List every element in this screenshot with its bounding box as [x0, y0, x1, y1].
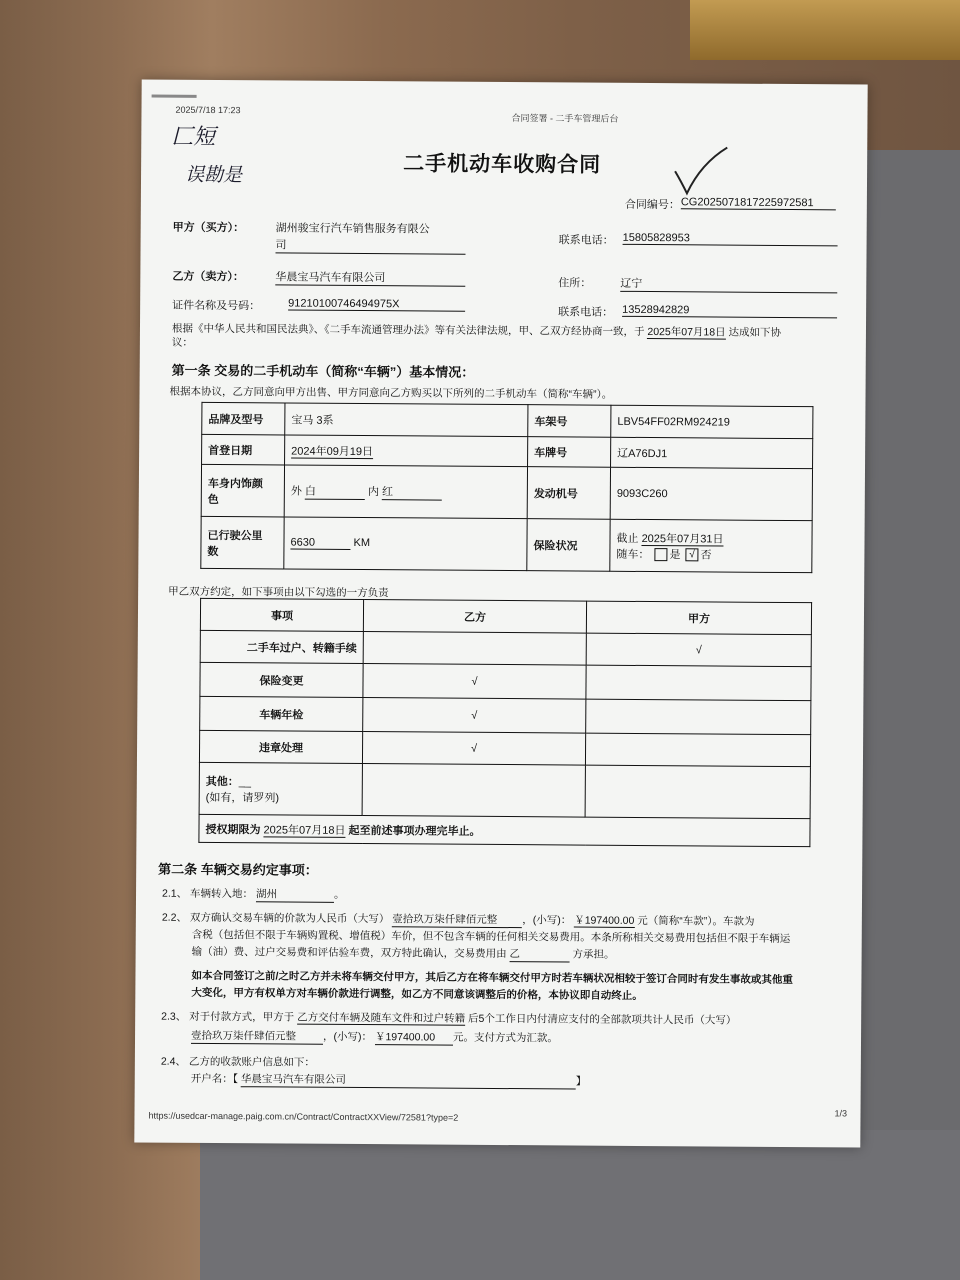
reg-date-cell	[285, 435, 528, 467]
party-b-address-label: 住所：	[558, 277, 592, 290]
page-number: 1/3	[834, 1108, 848, 1119]
article1-title: 第一条 交易的二手机动车（简称“车辆”）基本情况：	[171, 362, 475, 380]
no-checkbox[interactable]: √	[685, 548, 698, 561]
row-item: 二手车过户、转籍手续	[200, 630, 363, 663]
clause-2-3-c: ，(小写)：	[322, 1030, 373, 1044]
party-a-phone-label: 联系电话：	[558, 234, 614, 247]
reg-date-label: 首登日期	[202, 434, 285, 465]
preamble-text: 根据《中华人民共和国民法典》、《二手车流通管理办法》等有关法律法规，甲、乙双方经协商一致，于	[171, 322, 645, 338]
row-item: 违章处理	[199, 730, 362, 763]
deadline-cell	[199, 814, 810, 846]
other-label: 其他：	[205, 775, 239, 788]
reg-date-value: 2024年09月19日	[291, 445, 374, 458]
col-a-header: 甲方	[586, 601, 811, 635]
insurance-cell	[610, 519, 812, 572]
deadline-label: 授权期限为	[205, 823, 261, 836]
color-label-line1: 车身内饰颜	[207, 477, 263, 490]
party-a-name-line2: 司	[276, 236, 466, 254]
yes-checkbox[interactable]	[654, 548, 667, 561]
deadline-date: 2025年07月18日	[263, 823, 346, 837]
mileage-label	[201, 516, 284, 569]
party-b-phone-label: 联系电话：	[558, 306, 614, 319]
vin-label: 车架号	[528, 405, 611, 438]
clause-2-2-line3	[192, 944, 615, 963]
clause-2-1	[162, 886, 345, 903]
col-b-header: 乙方	[363, 600, 586, 634]
no-label: 否	[700, 548, 712, 561]
clause-2-2-b: ，(小写)：	[522, 914, 572, 927]
responsibility-table	[198, 598, 812, 847]
mileage-cell	[284, 517, 527, 571]
engine-label: 发动机号	[527, 467, 610, 520]
clause-2-3-d: 元。支付方式为汇款。	[452, 1031, 558, 1045]
clause-2-3-a: 对于付款方式，甲方于	[189, 1010, 295, 1024]
party-b-address: 辽宁	[620, 275, 837, 294]
color-label	[201, 464, 284, 517]
preamble-date: 2025年07月18日	[647, 326, 726, 339]
color-cell	[284, 465, 527, 519]
cert-number: 91210100746494975X	[288, 298, 465, 312]
background-laptop-base	[200, 1130, 960, 1280]
deadline-suffix: 起至前述事项办理完毕止。	[348, 824, 481, 838]
clause-2-2-c: 元（简称“车款”）。车款为	[637, 914, 755, 928]
clause-2-2-no: 2.2、	[161, 911, 188, 924]
account-holder-close: 】	[575, 1075, 587, 1088]
exterior-prefix: 外	[290, 485, 302, 498]
clause-2-1-value: 湖州	[256, 886, 334, 903]
clause-2-4-no: 2.4、	[160, 1055, 187, 1068]
clause-2-3-price-cn: 壹拾玖万柒仟肆佰元整	[191, 1028, 323, 1045]
contract-number: CG2025071817225972581	[681, 196, 836, 210]
other-note: (如有，请罗列)	[205, 791, 280, 804]
insurance-until: 2025年07月31日	[641, 532, 724, 546]
clause-2-3-b: 后5个工作日内付清应支付的全部款项共计人民币（大写）	[468, 1012, 737, 1027]
handwriting-1: 匚短	[171, 124, 216, 150]
clause-2-3-price: ￥197400.00	[375, 1029, 453, 1046]
party-a-phone: 15805828953	[623, 232, 838, 247]
print-page-title: 合同签署 - 二手车管理后台	[511, 113, 619, 124]
clause-2-2-price: ￥197400.00	[574, 914, 635, 927]
engine-value: 9093C260	[610, 467, 812, 520]
insurance-until-prefix: 截止	[616, 532, 639, 545]
interior-color: 红	[382, 483, 442, 500]
clause-2-3-line2	[191, 1028, 558, 1047]
vehicle-info-table	[200, 402, 813, 573]
party-a-name-line1: 湖州骏宝行汽车销售服务有限公	[275, 222, 430, 236]
clause-2-3-no: 2.3、	[161, 1010, 187, 1023]
party-a-label: 甲方（买方）：	[172, 221, 245, 235]
clause-2-2-a: 双方确认交易车辆的价款为人民币（大写）	[189, 911, 390, 926]
print-datetime: 2025/7/18 17:23	[175, 104, 241, 116]
preamble-tail: 达成如下协	[728, 326, 782, 339]
account-holder-row	[191, 1071, 587, 1090]
other-blank: __	[238, 775, 252, 788]
mileage-unit: KM	[353, 536, 371, 550]
exterior-color: 白	[305, 483, 365, 500]
clause-2-4-text: 乙方的收款账户信息如下：	[188, 1055, 315, 1069]
clause-2-1-no: 2.1、	[161, 887, 188, 900]
party-b-name: 华晨宝马汽车有限公司	[275, 268, 465, 286]
table-row-other	[199, 762, 810, 818]
clause-2-2-price-cn: 壹拾玖万柒仟肆佰元整	[392, 911, 522, 928]
row-b-check	[363, 632, 586, 666]
account-holder-label: 开户名：【	[190, 1072, 239, 1086]
clause-2-3-line1	[161, 1009, 736, 1028]
preamble-line2: 议：	[171, 336, 193, 349]
clause-2-1-end: 。	[333, 888, 345, 901]
brand-label: 品牌及型号	[202, 402, 285, 435]
contract-page	[134, 79, 867, 1147]
handwriting-2: 误勘是	[184, 163, 243, 187]
preamble-line1	[172, 321, 781, 340]
row-a-check: √	[586, 633, 811, 667]
row-b-check: √	[363, 664, 586, 700]
staple-mark	[152, 95, 197, 98]
row-a-check	[586, 699, 811, 735]
table-row	[200, 662, 811, 700]
article2-title: 第二条 车辆交易约定事项：	[158, 861, 318, 878]
other-cell	[199, 762, 362, 815]
row-b-check: √	[363, 698, 586, 734]
clause-2-2-bold-line2: 大变化，甲方有权单方对车辆价款进行调整，如乙方不同意该调整后的价格，本协议即自动终止。	[191, 986, 643, 1002]
other-b	[362, 764, 585, 818]
contract-title: 二手机动车收购合同	[403, 152, 602, 177]
clause-2-2-line3b: 方承担。	[572, 948, 615, 961]
col-item-header: 事项	[200, 598, 363, 631]
mileage-value: 6630	[290, 537, 350, 550]
clause-2-2-bold-line1: 如本合同签订之前/之时乙方并未将车辆交付甲方，其后乙方在将车辆交付甲方时若车辆状况相较于签订合同时有发生事故或其他重	[191, 969, 793, 987]
party-b-label: 乙方（卖方）：	[172, 270, 244, 284]
other-a	[585, 765, 810, 819]
cert-label: 证件名称及号码：	[172, 299, 261, 313]
row-b-check: √	[362, 732, 585, 766]
clause-2-1-text: 车辆转入地：	[190, 887, 254, 901]
plate-value: 辽A76DJ1	[611, 437, 813, 468]
clause-2-2-payer: 乙	[509, 946, 569, 962]
row-a-check	[585, 733, 810, 767]
row-a-check	[586, 665, 811, 701]
row-item: 保险变更	[200, 662, 363, 697]
table-row	[199, 730, 810, 766]
clause-2-4	[161, 1054, 315, 1070]
insurance-label: 保险状况	[527, 519, 610, 572]
party-b-phone: 13528942829	[622, 304, 837, 319]
row-item: 车辆年检	[200, 696, 363, 731]
brand-value: 宝马 3系	[285, 403, 528, 437]
clause-2-2-line3a: 输（油）费、过户交易费和评估验车费，双方特此确认，交易费用由	[191, 945, 507, 961]
clause-2-2-line2: 含税（包括但不限于车辆购置税、增值税）车价，但不包含车辆的任何相关交易费用。本条所称相关交易费用包括但不限于车辆运	[191, 928, 791, 946]
handwritten-check-mark	[671, 143, 731, 198]
mileage-label-line2: 数	[207, 545, 219, 558]
article1-intro: 根据本协议，乙方同意向甲方出售、甲方同意向乙方购买以下所列的二手机动车（简称“车辆”）。	[169, 385, 613, 401]
account-holder: 华晨宝马汽车有限公司	[241, 1071, 576, 1089]
yes-label: 是	[669, 548, 681, 561]
footer-url: https://usedcar-manage.paig.com.cn/Contract/ContractXXView/72581?type=2	[148, 1110, 459, 1123]
table-row	[200, 630, 811, 666]
responsibility-intro: 甲乙双方约定，如下事项由以下勾选的一方负责	[168, 585, 389, 600]
plate-label: 车牌号	[528, 437, 611, 468]
color-label-line2: 色	[207, 493, 219, 506]
clause-2-3-cond: 乙方交付车辆及随车文件和过户转籍	[297, 1011, 466, 1025]
interior-prefix: 内	[367, 486, 380, 499]
contract-number-label: 合同编号：	[624, 198, 680, 212]
vin-value: LBV54FF02RM924219	[611, 405, 813, 438]
table-row	[200, 696, 811, 734]
with-car-label: 随车：	[616, 548, 650, 561]
background-box	[690, 0, 960, 60]
mileage-label-line1: 已行驶公里	[207, 529, 263, 542]
